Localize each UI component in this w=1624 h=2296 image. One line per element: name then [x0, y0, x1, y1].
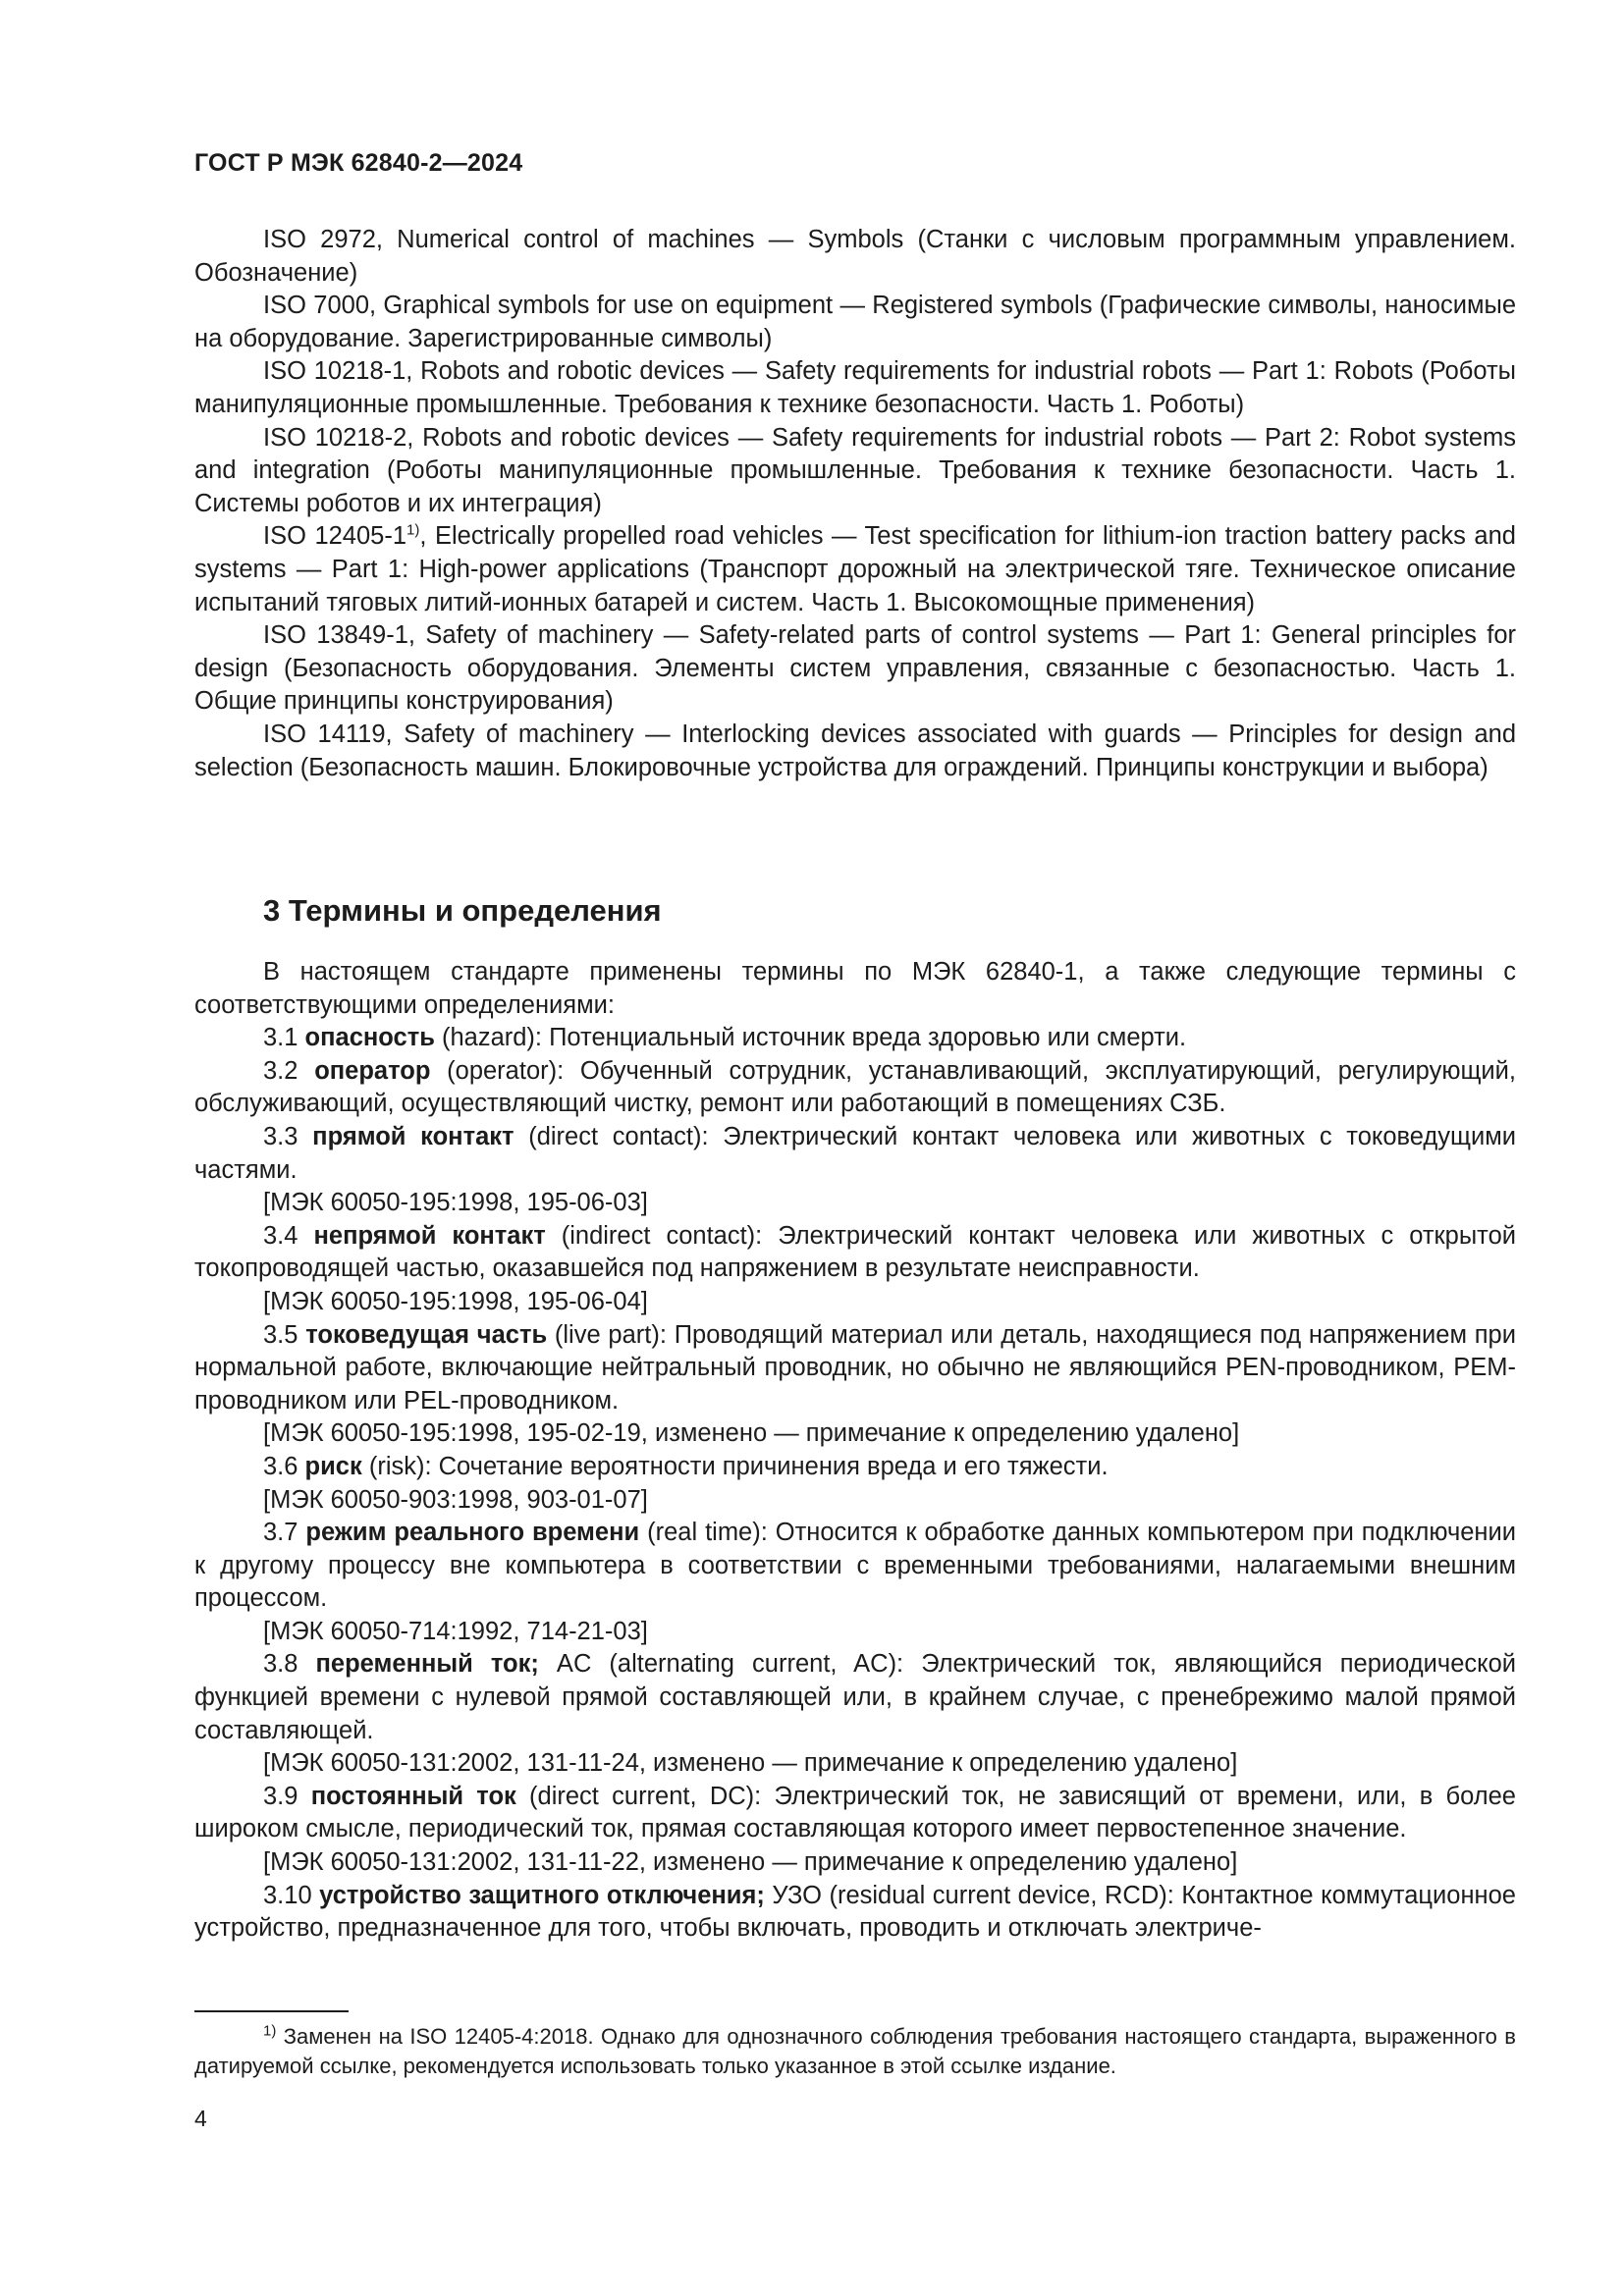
term-name: постоянный ток: [310, 1782, 516, 1810]
term-number: 3.3: [263, 1122, 298, 1150]
term-definition: (risk): Сочетание вероятности причинения вреда и его тяжести.: [361, 1452, 1109, 1480]
term-number: 3.8: [263, 1650, 298, 1679]
term-definition: (indirect contact): Электрический контакт человека или животных с открытой токопроводящей частью, оказавшейся под напряжением в результате неисправности.: [194, 1221, 1516, 1283]
reference-item: ISO 10218-1, Robots and robotic devices — Safety requirements for industrial robots — Part 1: Robots (Роботы манипуляционные промышленные. Требования к технике безопасности. Часть 1. Роботы): [194, 357, 1516, 418]
term-name: режим реального времени: [305, 1519, 640, 1547]
term-name: переменный ток;: [315, 1650, 539, 1679]
term-name: непрямой контакт: [313, 1221, 546, 1250]
term-entry: [194, 1781, 1516, 1846]
reference-item: [194, 520, 1516, 619]
page-number: 4: [194, 2106, 207, 2131]
term-definition: УЗО (residual current device, RCD): Контактное коммутационное устройство, предназначенное для того, чтобы включать, проводить и отключать электриче-: [194, 1881, 1516, 1943]
term-entry: [194, 1451, 1516, 1484]
normative-references: [194, 224, 1516, 784]
footnote-marker: 1): [406, 521, 420, 539]
reference-item: ISO 10218-2, Robots and robotic devices — Safety requirements for industrial robots — Part 2: Robot systems and integration (Роботы манипуляционные промышленные. Требования к технике безопасности. Часть 1. Системы роботов и их интеграция): [194, 423, 1516, 517]
term-entry: [194, 1022, 1516, 1055]
term-definition: (direct contact): Электрический контакт человека или животных с токоведущими частями.: [194, 1122, 1517, 1184]
term-entry: [194, 1121, 1516, 1187]
footnote: [194, 2022, 1516, 2081]
term-number: 3.6: [263, 1452, 298, 1480]
terms-section: [194, 956, 1516, 1946]
term-name: опасность: [304, 1024, 435, 1052]
term-entry: [194, 1517, 1516, 1616]
term-number: 3.10: [263, 1881, 312, 1909]
footnote-marker: 1): [263, 2022, 277, 2040]
reference-item: ISO 14119, Safety of machinery — Interlocking devices associated with guards — Principles for design and selection (Безопасность машин. Блокировочные устройства для ограждений. Принципы конструкции и выбора): [194, 720, 1516, 781]
reference-item: ISO 2972, Numerical control of machines — Symbols (Станки с числовым программным управлением. Обозначение): [194, 226, 1516, 287]
footnote-paragraph: [194, 2022, 1516, 2081]
term-number: 3.9: [263, 1782, 298, 1810]
section-intro: В настоящем стандарте применены термины по МЭК 62840-1, а также следующие термины с соответствующими определениями:: [194, 958, 1516, 1019]
term-number: 3.5: [263, 1320, 298, 1349]
term-number: 3.1: [263, 1024, 298, 1052]
term-source: [МЭК 60050-195:1998, 195-06-03]: [263, 1189, 648, 1217]
term-definition: AC (alternating current, AC): Электрический ток, являющийся периодической функцией времени с нулевой прямой составляющей или, в крайнем случае, с пренебрежимо малой прямой составляющей.: [194, 1650, 1516, 1744]
term-source: [МЭК 60050-131:2002, 131-11-22, изменено — примечание к определению удалено]: [263, 1848, 1238, 1877]
reference-text: , Electrically propelled road vehicles — Test specification for lithium-ion traction battery packs and systems — Part 1: High-power applications (Транспорт дорожный на электрической тяге. Техническое описание испытаний тяговых литий-ионных батарей и систем. Часть 1. Высокомощные применения): [194, 522, 1516, 616]
term-number: 3.4: [263, 1221, 298, 1250]
term-source: [МЭК 60050-195:1998, 195-06-04]: [263, 1287, 648, 1315]
term-name: устройство защитного отключения;: [319, 1881, 765, 1909]
term-entry: [194, 1880, 1516, 1946]
term-entry: [194, 1220, 1516, 1286]
term-entry: [194, 1648, 1516, 1747]
term-name: токоведущая часть: [305, 1320, 548, 1349]
term-definition: (real time): Относится к обработке данных компьютером при подключении к другому процессу вне компьютера в соответствии с временными требованиями, налагаемыми внешним процессом.: [194, 1519, 1516, 1613]
term-source: [МЭК 60050-714:1992, 714-21-03]: [263, 1617, 648, 1645]
term-entry: [194, 1319, 1516, 1418]
footnote-divider: [194, 2010, 349, 2012]
term-source: [МЭК 60050-903:1998, 903-01-07]: [263, 1485, 648, 1514]
reference-item: ISO 7000, Graphical symbols for use on equipment — Registered symbols (Графические символы, наносимые на оборудование. Зарегистрированные символы): [194, 292, 1516, 352]
reference-code: ISO 12405-1: [263, 522, 407, 551]
term-definition: (operator): Обученный сотрудник, устанавливающий, эксплуатирующий, регулирующий, обслуживающий, осуществляющий чистку, ремонт или работающий в помещениях СЗБ.: [194, 1056, 1516, 1118]
term-name: риск: [304, 1452, 362, 1480]
term-name: прямой контакт: [312, 1122, 514, 1150]
reference-item: ISO 13849-1, Safety of machinery — Safety-related parts of control systems — Part 1: General principles for design (Безопасность оборудования. Элементы систем управления, связанные с безопасностью. Часть 1. Общие принципы конструирования): [194, 621, 1516, 716]
term-definition: (live part): Проводящий материал или деталь, находящиеся под напряжением при нормальной работе, включающие нейтральный проводник, но обычно не являющийся PEN-проводником, PEM-проводником или PEL-проводником.: [194, 1320, 1516, 1415]
footnote-text: Заменен на ISO 12405-4:2018. Однако для однозначного соблюдения требования настоящего стандарта, выраженного в датируемой ссылке, рекомендуется использовать только указанное в этой ссылке издание.: [194, 2024, 1516, 2078]
document-header: ГОСТ Р МЭК 62840-2—2024: [194, 149, 523, 177]
term-source: [МЭК 60050-131:2002, 131-11-24, изменено — примечание к определению удалено]: [263, 1749, 1238, 1778]
term-number: 3.2: [263, 1056, 298, 1085]
term-source: [МЭК 60050-195:1998, 195-02-19, изменено — примечание к определению удалено]: [263, 1419, 1240, 1448]
section-heading: 3 Термины и определения: [263, 893, 662, 928]
term-entry: [194, 1055, 1516, 1121]
term-definition: (hazard): Потенциальный источник вреда здоровью или смерти.: [434, 1024, 1187, 1052]
term-number: 3.7: [263, 1519, 298, 1547]
term-definition: (direct current, DC): Электрический ток, не зависящий от времени, или, в более широком смысле, периодический ток, прямая составляющая которого имеет первостепенное значение.: [194, 1782, 1516, 1843]
term-name: оператор: [314, 1056, 431, 1085]
